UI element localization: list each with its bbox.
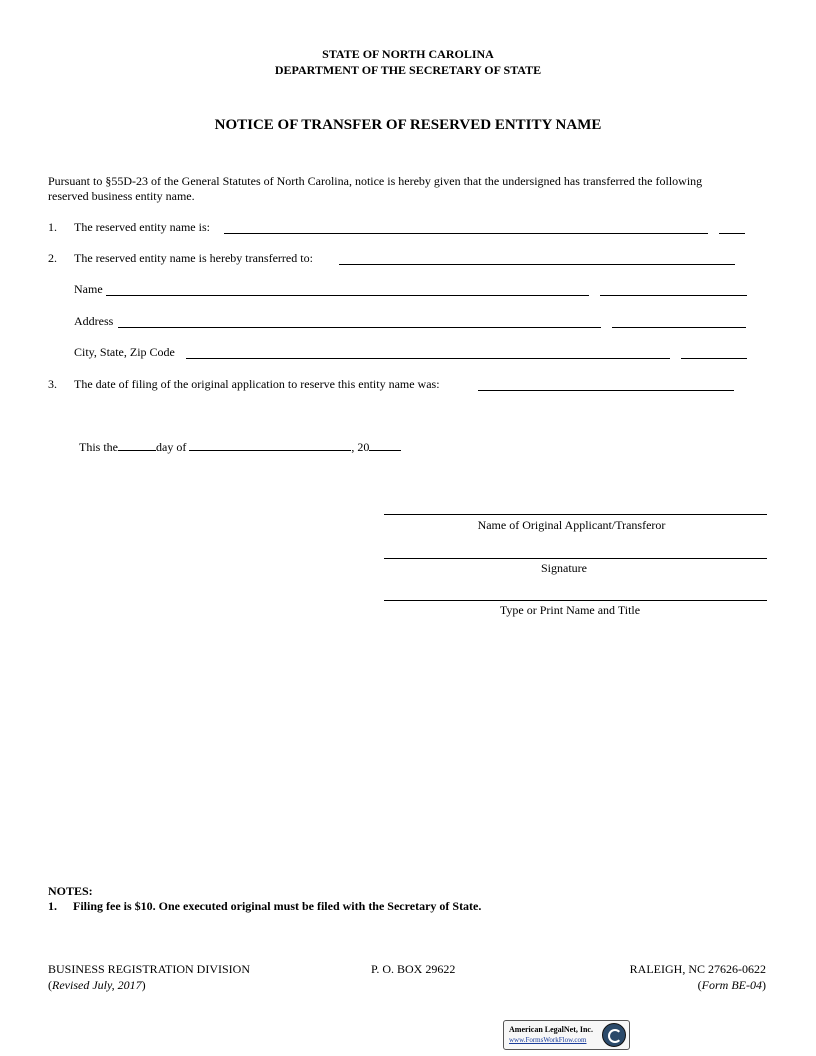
- filing-date-field[interactable]: [478, 390, 734, 391]
- transferee-city-field[interactable]: [186, 358, 670, 359]
- form-title: NOTICE OF TRANSFER OF RESERVED ENTITY NAME: [214, 117, 602, 133]
- reserved-name-field[interactable]: [224, 233, 708, 234]
- footer-city: RALEIGH, NC 27626-0622: [629, 962, 766, 976]
- footer-po-box: P. O. BOX 29622: [371, 962, 456, 976]
- reserved-name-field-extra[interactable]: [719, 233, 745, 234]
- transferee-name-field[interactable]: [106, 295, 589, 296]
- transferee-field[interactable]: [339, 264, 735, 265]
- badge-company: American LegalNet, Inc.: [509, 1025, 593, 1034]
- transferee-city-field-extra[interactable]: [681, 358, 747, 359]
- year-prefix-label: , 20: [351, 440, 370, 454]
- provider-badge[interactable]: [503, 1020, 630, 1050]
- badge-logo-icon: [602, 1023, 626, 1047]
- footer-division: BUSINESS REGISTRATION DIVISION: [48, 962, 251, 976]
- note-1-number: 1.: [48, 899, 57, 913]
- footer-form-number: (Form BE-04): [697, 978, 766, 992]
- item-1-number: 1.: [48, 220, 57, 234]
- transferee-address-label: Address: [74, 314, 114, 328]
- footer-revised: (Revised July, 2017): [48, 978, 146, 992]
- month-field[interactable]: [189, 439, 351, 451]
- badge-url-link[interactable]: www.FormsWorkFlow.com: [509, 1036, 587, 1044]
- year-field[interactable]: [369, 439, 401, 451]
- print-name-line[interactable]: [384, 600, 767, 601]
- transferee-name-label: Name: [74, 282, 103, 296]
- day-field[interactable]: [118, 439, 156, 451]
- state-heading: STATE OF NORTH CAROLINA: [322, 47, 494, 61]
- transferee-address-field-extra[interactable]: [612, 327, 746, 328]
- item-2-number: 2.: [48, 251, 57, 265]
- notes-heading: NOTES:: [48, 884, 93, 898]
- applicant-name-caption: Name of Original Applicant/Transferor: [477, 518, 666, 532]
- intro-paragraph: Pursuant to §55D-23 of the General Statutes of North Carolina, notice is hereby given that the undersigned has transferred the following reserved business entity name.: [48, 174, 703, 203]
- department-heading: DEPARTMENT OF THE SECRETARY OF STATE: [274, 63, 542, 77]
- date-line: [79, 439, 401, 455]
- item-1-label: The reserved entity name is:: [74, 220, 210, 234]
- transferee-city-label: City, State, Zip Code: [74, 345, 175, 359]
- signature-caption: Signature: [541, 561, 587, 575]
- revised-date: Revised July, 2017: [52, 978, 142, 992]
- print-name-caption: Type or Print Name and Title: [499, 603, 641, 617]
- item-3-number: 3.: [48, 377, 57, 391]
- item-2-label: The reserved entity name is hereby transferred to:: [74, 251, 313, 265]
- this-the-label: This the: [79, 440, 118, 454]
- item-3-label: The date of filing of the original application to reserve this entity name was:: [74, 377, 440, 391]
- day-of-label: day of: [156, 440, 187, 454]
- form-number: Form BE-04: [701, 978, 762, 992]
- signature-line[interactable]: [384, 558, 767, 559]
- transferee-name-field-extra[interactable]: [600, 295, 747, 296]
- transferee-address-field[interactable]: [118, 327, 601, 328]
- note-1-text: Filing fee is $10. One executed original must be filed with the Secretary of State.: [73, 899, 482, 913]
- applicant-name-line[interactable]: [384, 514, 767, 515]
